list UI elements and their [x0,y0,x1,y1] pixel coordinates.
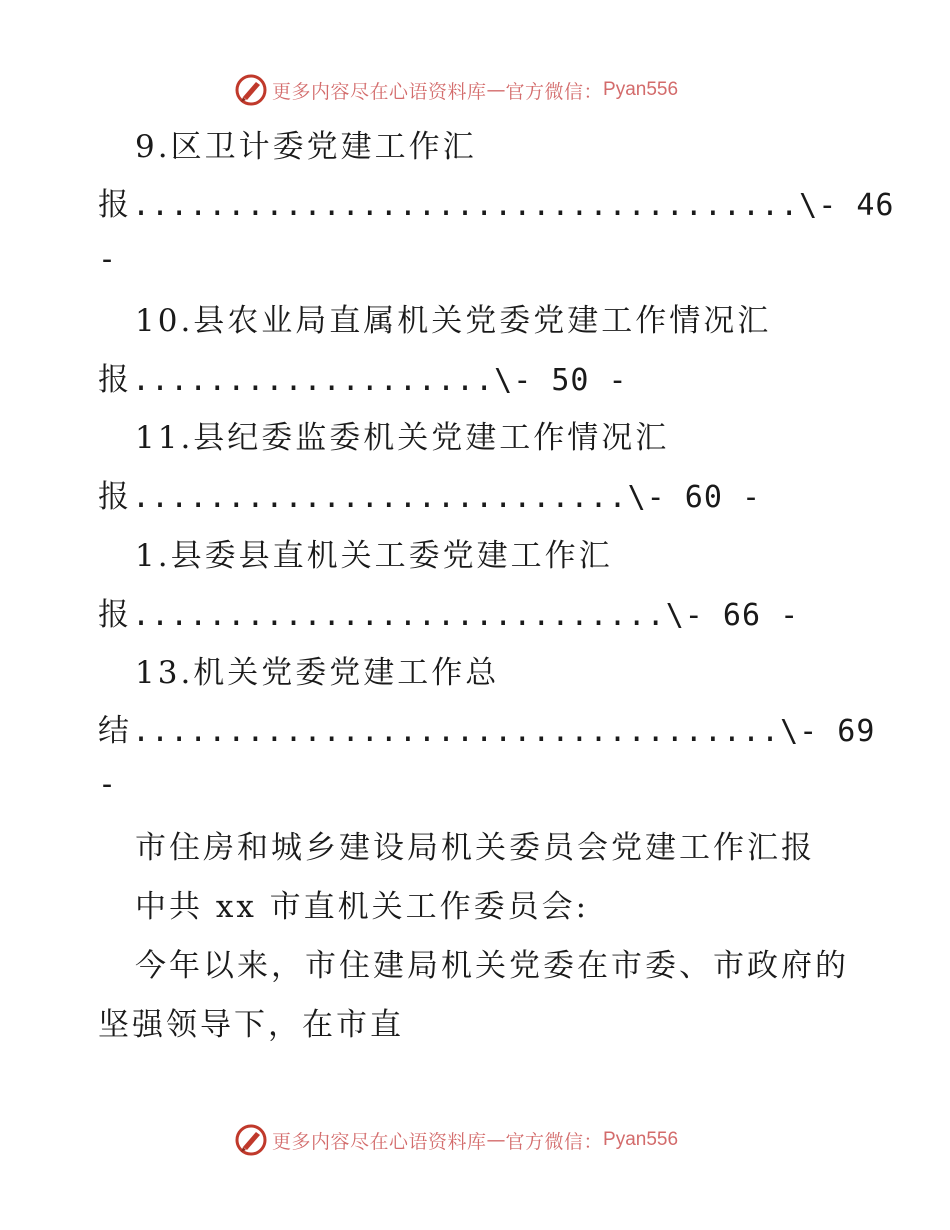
toc-page-number: \- 69 [780,714,876,749]
toc-entry-continuation [98,360,628,401]
toc-entry-cont-char: 报 [98,597,132,633]
salutation: 中共 xx 市直机关工作委员会: [135,889,590,925]
toc-entry-cont-char: 报 [98,362,132,398]
toc-entry-continuation [98,185,894,226]
toc-page-number: \- 46 [799,188,895,223]
pen-logo-icon [234,1123,268,1157]
toc-entry-title: 13.机关党委党建工作总 [135,655,500,691]
toc-entry-cont-char: 报 [98,479,132,515]
watermark-wechat-id: Pyan556 [603,1129,679,1150]
watermark-wechat-label: 官方微信： [505,80,604,103]
pen-logo-icon [234,73,268,107]
toc-entry-title: 10.县农业局直属机关党委党建工作情况汇 [135,303,772,339]
toc-page-tail: - [98,767,118,802]
watermark-banner-top [234,72,714,108]
toc-entry-continuation [98,477,761,518]
toc-leader-dots: .................................. [132,714,781,749]
toc-leader-dots: ................... [132,363,495,398]
toc-leader-dots: .......................... [132,480,628,515]
watermark-wechat-label: 官方微信： [505,1130,604,1153]
watermark-text: 更多内容尽在心语资料库 [272,80,487,103]
toc-entry-title: 1.县委县直机关工委党建工作汇 [135,538,613,574]
toc-leader-dots: ................................... [132,188,800,223]
toc-entry-title: 9.区卫计委党建工作汇 [135,129,477,165]
toc-page-number: \- 60 - [627,480,762,515]
paragraph-line: 今年以来，市住建局机关党委在市委、市政府的 [135,948,849,984]
toc-page-tail: - [98,242,118,277]
report-heading: 市住房和城乡建设局机关委员会党建工作汇报 [135,830,815,866]
watermark-wechat-id: Pyan556 [603,79,679,100]
watermark-banner-bottom [234,1122,714,1158]
toc-entry-cont-char: 报 [98,187,132,223]
toc-page-number: \- 50 - [494,363,628,398]
toc-entry-cont-char: 结 [98,713,132,749]
watermark-text: 更多内容尽在心语资料库 [272,1130,487,1153]
paragraph-line: 坚强领导下，在市直 [98,1007,404,1043]
watermark-separator: — [486,1129,506,1151]
toc-entry-continuation [98,595,799,636]
toc-page-number: \- 66 - [665,598,800,633]
toc-entry-continuation [98,711,875,752]
watermark-separator: — [486,79,506,101]
toc-leader-dots: ............................ [132,598,666,633]
toc-entry-title: 11.县纪委监委机关党建工作情况汇 [135,420,670,456]
